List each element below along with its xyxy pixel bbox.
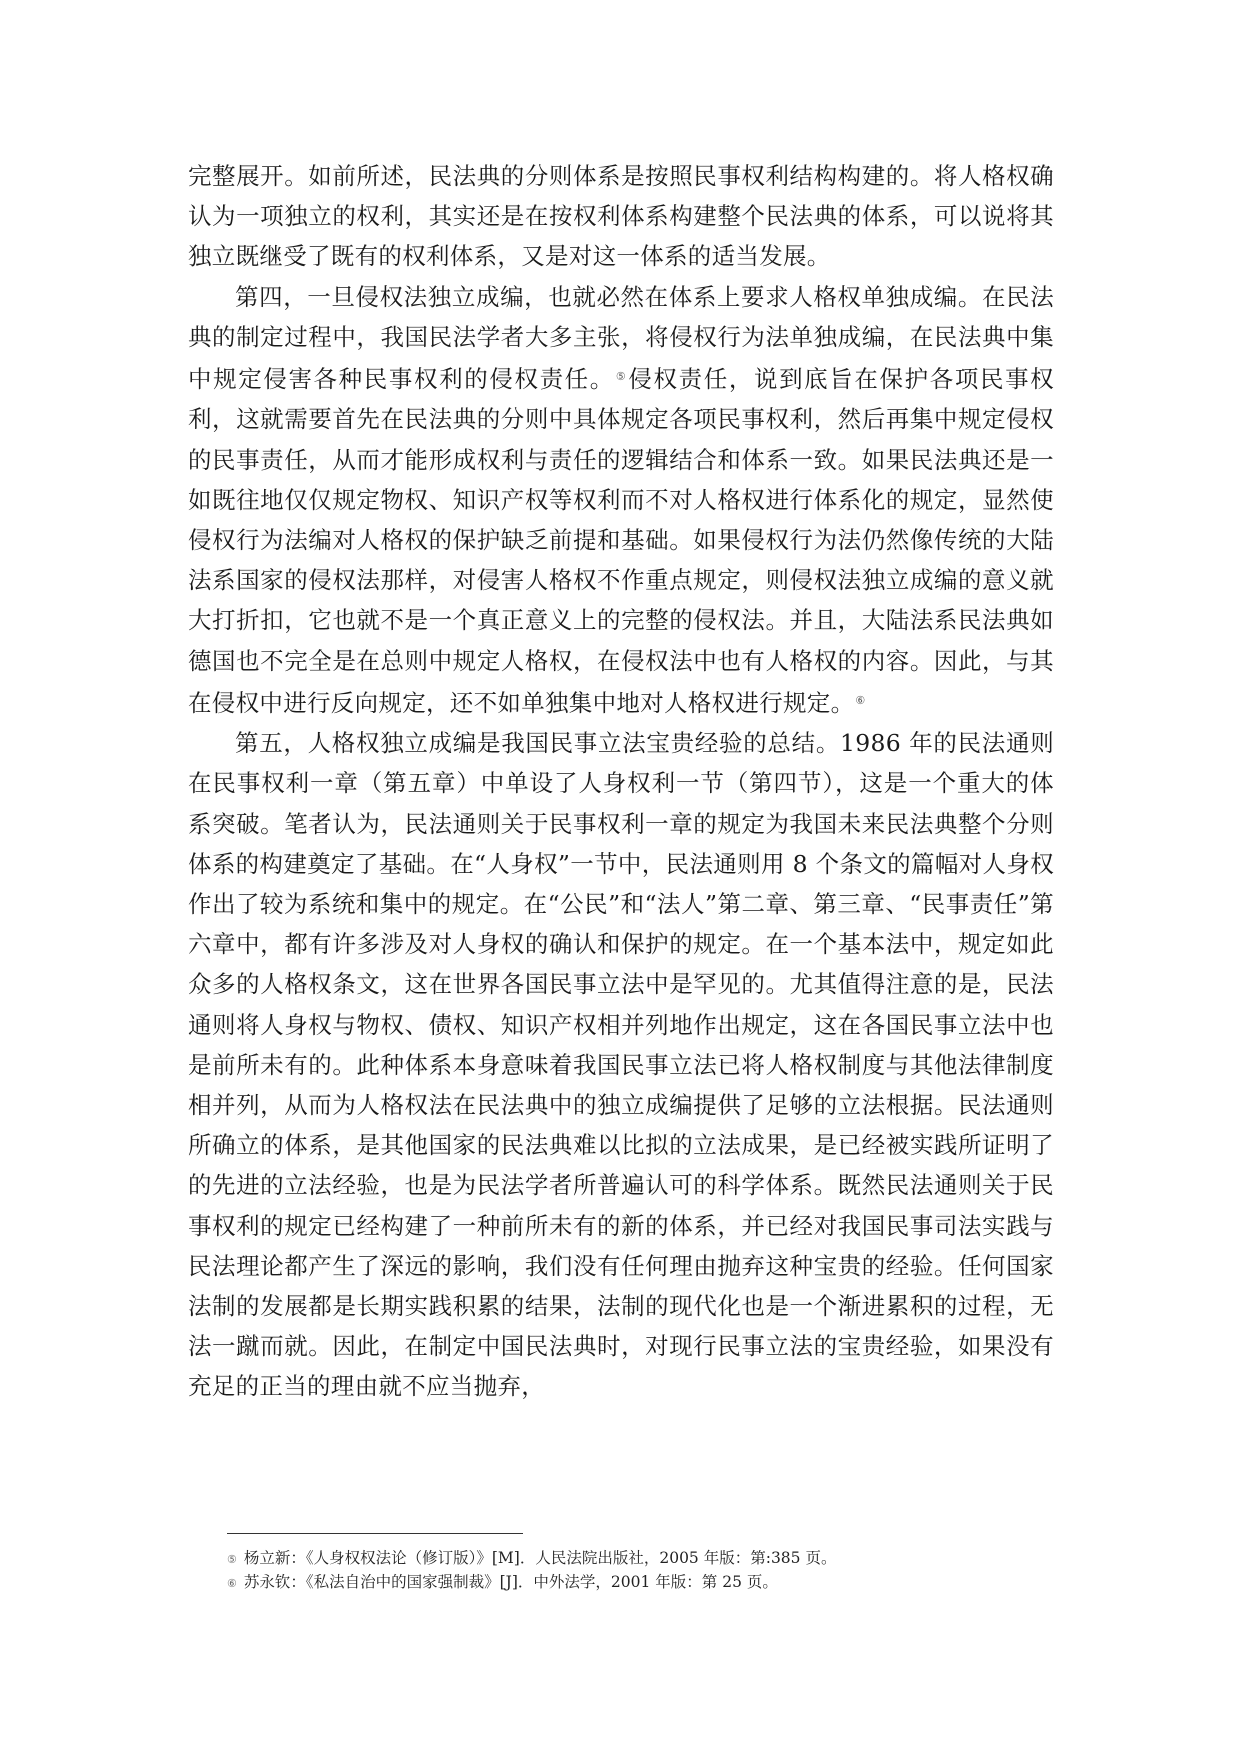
paragraph-text: 侵权责任，说到底旨在保护各项民事权利，这就需要首先在民法典的分则中具体规定各项民事权利，然后再集中规定侵权的民事责任，从而才能形成权利与责任的逻辑结合和体系一致。如果民法典还是一如既往地仅仅规定物权、知识产权等权利而不对人格权进行体系化的规定，显然使侵权行为法编对人格权的保护缺乏前提和基础。如果侵权行为法仍然像传统的大陆法系国家的侵权法那样，对侵害人格权不作重点规定，则侵权法独立成编的意义就大打折扣，它也就不是一个真正意义上的完整的侵权法。并且，大陆法系民法典如德国也不完全是在总则中规定人格权，在侵权法中也有人格权的内容。因此，与其在侵权中进行反向规定，还不如单独集中地对人格权进行规定。 — [188, 365, 1054, 717]
footnotes — [227, 1547, 1047, 1595]
footnote-text: 杨立新：《人身权权法论（修订版）》[M]．人民法院出版社，2005 年版：第:385 页。 — [243, 1549, 837, 1567]
paragraph-text: 第五，人格权独立成编是我国民事立法宝贵经验的总结。1986 年的民法通则在民事权利一章（第五章）中单设了人身权利一节（第四节），这是一个重大的体系突破。笔者认为，民法通则关于民事权利一章的规定为我国未来民法典整个分则体系的构建奠定了基础。在“人身权”一节中，民法通则用 8 个条文的篇幅对人身权作出了较为系统和集中的规定。在“公民”和“法人”第二章、第三章、“民事责任”第六章中，都有许多涉及对人身权的确认和保护的规定。在一个基本法中，规定如此众多的人格权条文，这在世界各国民事立法中是罕见的。尤其值得注意的是，民法通则将人身权与物权、债权、知识产权相并列地作出规定，这在各国民事立法中也是前所未有的。此种体系本身意味着我国民事立法已将人格权制度与其他法律制度相并列，从而为人格权法在民法典中的独立成编提供了足够的立法根据。民法通则所确立的体系，是其他国家的民法典难以比拟的立法成果，是已经被实践所证明了的先进的立法经验，也是为民法学者所普遍认可的科学体系。既然民法通则关于民事权利的规定已经构建了一种前所未有的新的体系，并已经对我国民事司法实践与民法理论都产生了深远的影响，我们没有任何理由抛弃这种宝贵的经验。任何国家法制的发展都是长期实践积累的结果，法制的现代化也是一个渐进累积的过程，无法一蹴而就。因此，在制定中国民法典时，对现行民事立法的宝贵经验，如果没有充足的正当的理由就不应当抛弃， — [188, 729, 1054, 1401]
footnote-ref-6[interactable]: ⑥ — [855, 693, 866, 707]
paragraph-fourth-point — [188, 277, 1054, 724]
footnote-text: 苏永钦：《私法自治中的国家强制裁》[J]．中外法学，2001 年版：第 25 页。 — [243, 1573, 778, 1591]
footnote-mark: ⑥ — [227, 1577, 237, 1590]
paragraph-continuation — [188, 156, 1054, 277]
footnote-5 — [227, 1547, 1047, 1571]
paragraph-text: 第四，一旦侵权法独立成编，也就必然在体系上要求人格权单独成编。在民法典的制定过程中，我国民法学者大多主张，将侵权行为法单独成编，在民法典中集中规定侵害各种民事权利的侵权责任。 — [188, 282, 1054, 394]
footnote-mark: ⑤ — [227, 1553, 237, 1566]
body-text — [188, 156, 1054, 1407]
footnote-separator — [227, 1533, 523, 1534]
paragraph-text: 完整展开。如前所述，民法典的分则体系是按照民事权利结构构建的。将人格权确认为一项独立的权利，其实还是在按权利体系构建整个民法典的体系，可以说将其独立既继受了既有的权利体系，又是对这一体系的适当发展。 — [188, 162, 1054, 271]
paragraph-fifth-point — [188, 723, 1054, 1406]
footnote-6 — [227, 1571, 1047, 1595]
footnote-ref-5[interactable]: ⑤ — [615, 370, 628, 384]
